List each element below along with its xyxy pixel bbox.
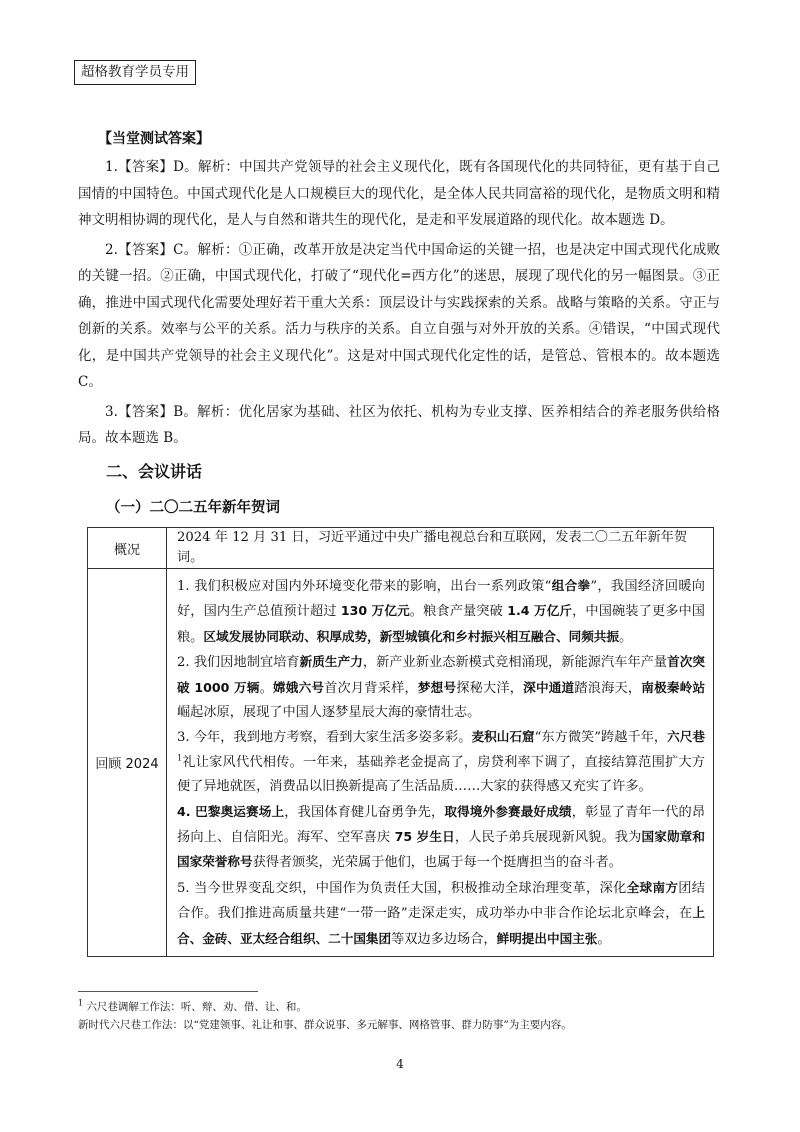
answers-section-title: 【当堂测试答案】 <box>98 131 210 147</box>
summary-table <box>87 527 714 957</box>
footnote-line-1: $^1$ 六尺巷调解工作法：听、辩、劝、借、让、和。 <box>78 998 307 1013</box>
document-header-tag: 超格教育学员专用 <box>74 60 196 85</box>
answer-label: 【答案】C。 <box>117 241 198 258</box>
subsection-heading: （一）二〇二五年新年贺词 <box>106 499 280 516</box>
footnote-mark: 1 <box>78 998 84 1008</box>
answer-item <box>78 399 720 452</box>
review-label: 回顾 2024 <box>88 569 167 957</box>
answer-explanation: 解析：①正确，改革开放是决定当代中国命运的关键一招，也是决定中国式现代化成败的关键一招。②正确，中国式现代化，打破了“现代化=西方化”的迷思，展现了现代化的另一幅图景。③正确，推进中国式现代化需要处理好若干重大关系：顶层设计与实践探索的关系。战略与策略的关系。守正与创新的关系。效率与公平的关系。活力与秩序的关系。自立自强与对外开放的关系。④错误，“中国式现代化，是中国共产党领导的社会主义现代化”。这是对中国式现代化定性的话，是管总、管根本的。故本题选 C。 <box>78 241 720 390</box>
main-content <box>78 128 720 520</box>
answer-item <box>78 237 720 396</box>
review-paragraph-4: 4. 巴黎奥运赛场上，我国体育健儿奋勇争先，取得境外参赛最好成绩，彰显了青年一代的昂扬向上、自信阳光。海军、空军喜庆 75 岁生日，人民子弟兵展现新风貌。我为国家勋章和国家荣誉称号获得者颁奖，光荣属于他们，也属于每一个挺膺担当的奋斗者。 <box>177 803 706 871</box>
answer-explanation: 解析：优化居家为基础、社区为依托、机构为专业支撑、医养相结合的养老服务供给格局。故本题选 B。 <box>78 403 720 446</box>
answer-number: 2. <box>105 241 118 258</box>
footnote-line-2: 新时代六尺巷工作法：以“党建领事、礼让和事、群众说事、多元解事、网格管事、群力防事”为主要内容。 <box>78 1019 572 1031</box>
answer-explanation: 解析：中国共产党领导的社会主义现代化，既有各国现代化的共同特征，更有基于自己国情的中国特色。中国式现代化是人口规模巨大的现代化，是全体人民共同富裕的现代化，是物质文明和精神文明相协调的现代化，是人与自然和谐共生的现代化，是走和平发展道路的现代化。故本题选 D。 <box>78 159 721 228</box>
overview-label: 概况 <box>88 528 167 569</box>
footnote-divider <box>78 991 258 992</box>
review-row <box>88 569 714 957</box>
answer-number: 3. <box>105 403 118 420</box>
overview-row <box>88 528 714 569</box>
overview-text: 2024 年 12 月 31 日，习近平通过中央广播电视总台和互联网，发表二〇二五年新年贺词。 <box>167 528 714 569</box>
answer-item <box>78 154 720 234</box>
footnote-reference[interactable]: 1 <box>177 753 183 763</box>
review-content <box>167 569 714 957</box>
answer-label: 【答案】D。 <box>117 159 198 175</box>
page-number: 4 <box>396 1057 404 1071</box>
answer-label: 【答案】B。 <box>117 403 198 420</box>
review-paragraph-5: 5. 当今世界变乱交织，中国作为负责任大国，积极推动全球治理变革，深化全球南方团结合作。我们推进高质量共建“一带一路”走深走实，成功举办中非合作论坛北京峰会，在上合、金砖、亚太经合组织、二十国集团等双边多边场合，鲜明提出中国主张。 <box>177 879 705 947</box>
answer-number: 1. <box>105 159 118 175</box>
review-paragraph-3: 3. 今年，我到地方考察，看到大家生活多姿多彩。麦积山石窟“东方微笑”跨越千年，六尺巷$^1$礼让家风代代相传。一年来，基础养老金提高了，房贷利率下调了，直接结算范围扩大方便了异地就医，消费品以旧换新提高了生活品质……大家的获得感又充实了许多。 <box>177 729 706 795</box>
review-paragraph-1: 1. 我们积极应对国内外环境变化带来的影响，出台一系列政策“组合拳”，我国经济回暖向好，国内生产总值预计超过 130 万亿元。粮食产量突破 1.4 万亿斤，中国碗装了更多中国粮。区域发展协同联动、积厚成势，新型城镇化和乡村振兴相互融合、同频共振。 <box>177 578 705 645</box>
footnotes <box>78 998 738 1034</box>
section-heading: 二、会议讲话 <box>106 461 203 481</box>
review-paragraph-2: 2. 我们因地制宜培育新质生产力，新产业新业态新模式竞相涌现，新能源汽车年产量首次突破 1000 万辆。嫦娥六号首次月背采样，梦想号探秘大洋，深中通道踏浪海天，南极秦岭站崛起冰原，展现了中国人逐梦星辰大海的豪情壮志。 <box>177 654 706 721</box>
